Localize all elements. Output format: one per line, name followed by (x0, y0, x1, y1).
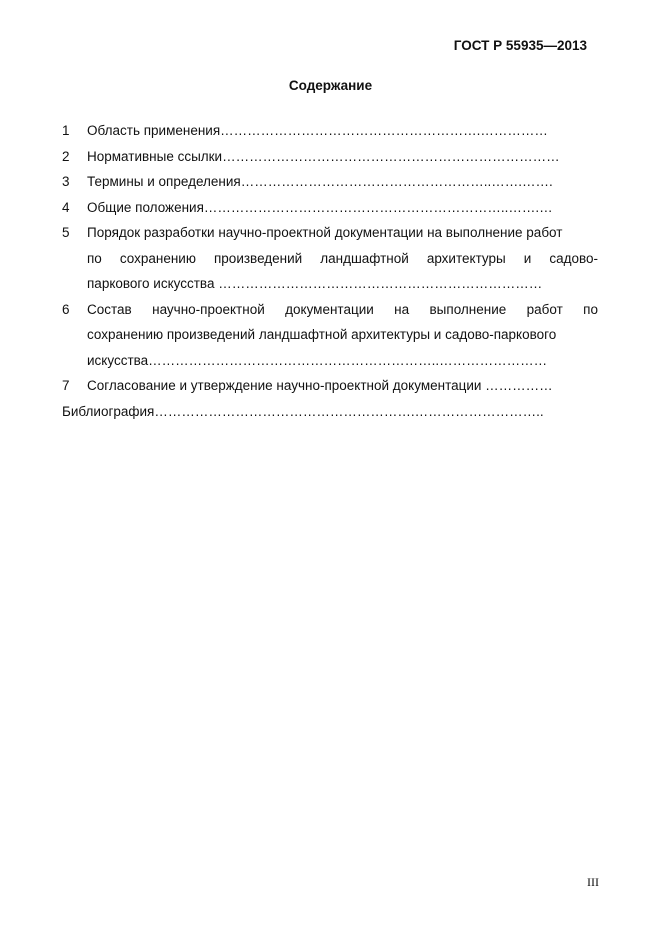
toc-entry-text: Библиография………………………………………………….……………………….. (62, 403, 544, 419)
toc-entry-text: Термины и определения………………………………………………..…….……. (87, 174, 553, 189)
toc-entry-text: искусства………………………………………………………..…………………… (87, 352, 548, 368)
toc-entry-1[interactable] (62, 118, 598, 144)
toc-entry-3[interactable] (62, 169, 598, 195)
toc-entry-number: 3 (62, 174, 70, 189)
toc-entry-text: по сохранению произведений ландшафтной архитектуры и садово- (87, 250, 598, 266)
toc-entry-text: Порядок разработки научно-проектной документации на выполнение работ (87, 225, 563, 240)
toc-entry-text: Общие положения…………………………………………………………..…….… (87, 199, 553, 215)
toc-entry-7[interactable] (62, 373, 598, 399)
toc-entry-text: сохранению произведений ландшафтной архитектуры и садово-паркового (87, 327, 557, 342)
toc-entry-number: 5 (62, 225, 70, 240)
toc-entry-5[interactable] (62, 220, 598, 297)
toc-entry-number: 6 (62, 301, 70, 317)
document-header: ГОСТ Р 55935—2013 (453, 38, 587, 53)
toc-entry-number: 2 (62, 148, 70, 164)
page-title: Содержание (288, 78, 373, 93)
toc-entry-number: 4 (62, 199, 70, 215)
toc-entry-2[interactable] (62, 144, 598, 170)
toc-entry-bibliography[interactable] (62, 399, 598, 425)
toc-entry-text: Нормативные ссылки………………………………………………………………… (87, 148, 560, 164)
toc-entry-text: Область применения………………………………………………….…………… (87, 123, 548, 138)
toc-entry-number: 7 (62, 378, 70, 393)
toc-entry-6[interactable] (62, 297, 598, 374)
toc-entry-text: Состав научно-проектной документации на выполнение работ по (87, 301, 598, 317)
table-of-contents (62, 118, 598, 424)
toc-entry-number: 1 (62, 123, 70, 138)
page-number: III (587, 875, 599, 889)
toc-entry-text: паркового искусства ……………………………………………………………… (87, 276, 543, 291)
toc-entry-4[interactable] (62, 195, 598, 221)
toc-entry-text: Согласование и утверждение научно-проектной документации …………… (87, 378, 553, 393)
